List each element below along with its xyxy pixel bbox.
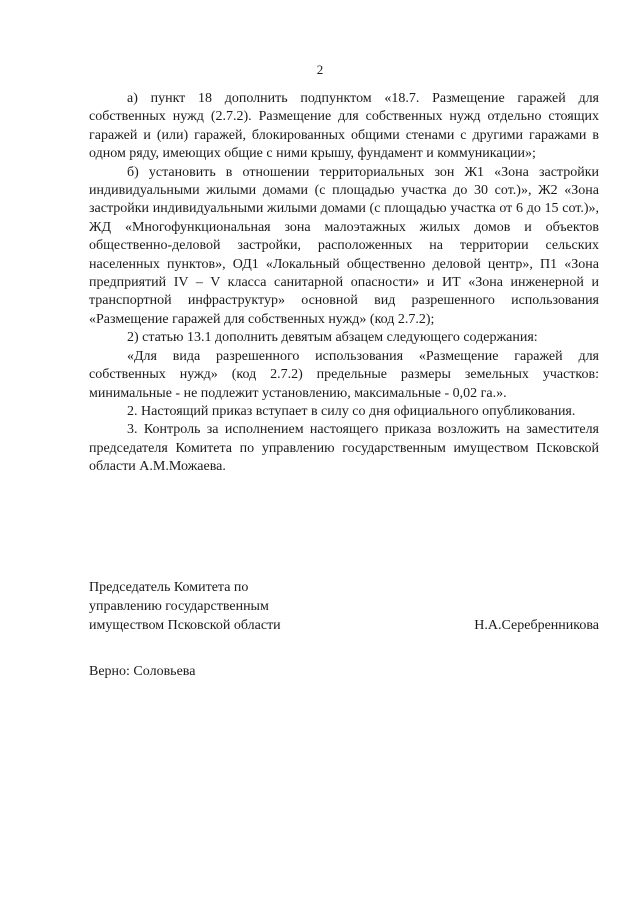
paragraph-1a: а) пункт 18 дополнить подпунктом «18.7. Размещение гаражей для собственных нужд (2.7.2). Размещение для собственных нужд отдельно стоящих гаражей и (или) гаражей, блокированных общими стенами с другими гаражами в одном ряду, имеющих общие с ними крышу, фундамент и коммуникации»; — [89, 91, 599, 162]
signature-block — [89, 578, 599, 635]
page-number: 2 — [316, 62, 324, 77]
paragraph-control: 3. Контроль за исполнением настоящего приказа возложить на заместителя председателя Комитета по управлению государственным имуществом Псковской области А.М.Можаева. — [89, 422, 599, 475]
signatory-title-line-2: управлению государственным — [89, 599, 269, 614]
signatory-name: Н.А.Серебренникова — [474, 618, 599, 633]
verification-note: Верно: Соловьева — [89, 664, 196, 679]
signatory-title-line-3: имуществом Псковской области — [89, 618, 281, 633]
paragraph-1b: б) установить в отношении территориальных зон Ж1 «Зона застройки индивидуальными жилыми домами (с площадью участка до 30 сот.)», Ж2 «Зона застройки индивидуальными жилыми домами (с площадью участка от 6 до 15 сот.)», ЖД «Многофункциональная зона малоэтажных жилых домов и объектов общественно-деловой застройки, расположенных на территории сельских населенных пунктов», ОД1 «Локальный общественно деловой центр», П1 «Зона предприятий IV – V класса санитарной опасности» и ИТ «Зона инженерной и транспортной инфраструктур» основной вид разрешенного использования «Размещение гаражей для собственных нужд» (код 2.7.2); — [89, 164, 599, 327]
paragraph-effective-date: 2. Настоящий приказ вступает в силу со дня официального опубликования. — [127, 403, 576, 419]
paragraph-2-quote: «Для вида разрешенного использования «Размещение гаражей для собственных нужд» (код 2.7.2) предельные размеры земельных участков: минимальные - не подлежит установлению, максимальные - 0,02 га.». — [89, 348, 599, 401]
signatory-title-line-1: Председатель Комитета по — [89, 580, 249, 595]
document-body — [89, 90, 599, 477]
paragraph-2: 2) статью 13.1 дополнить девятым абзацем следующего содержания: — [127, 330, 538, 346]
